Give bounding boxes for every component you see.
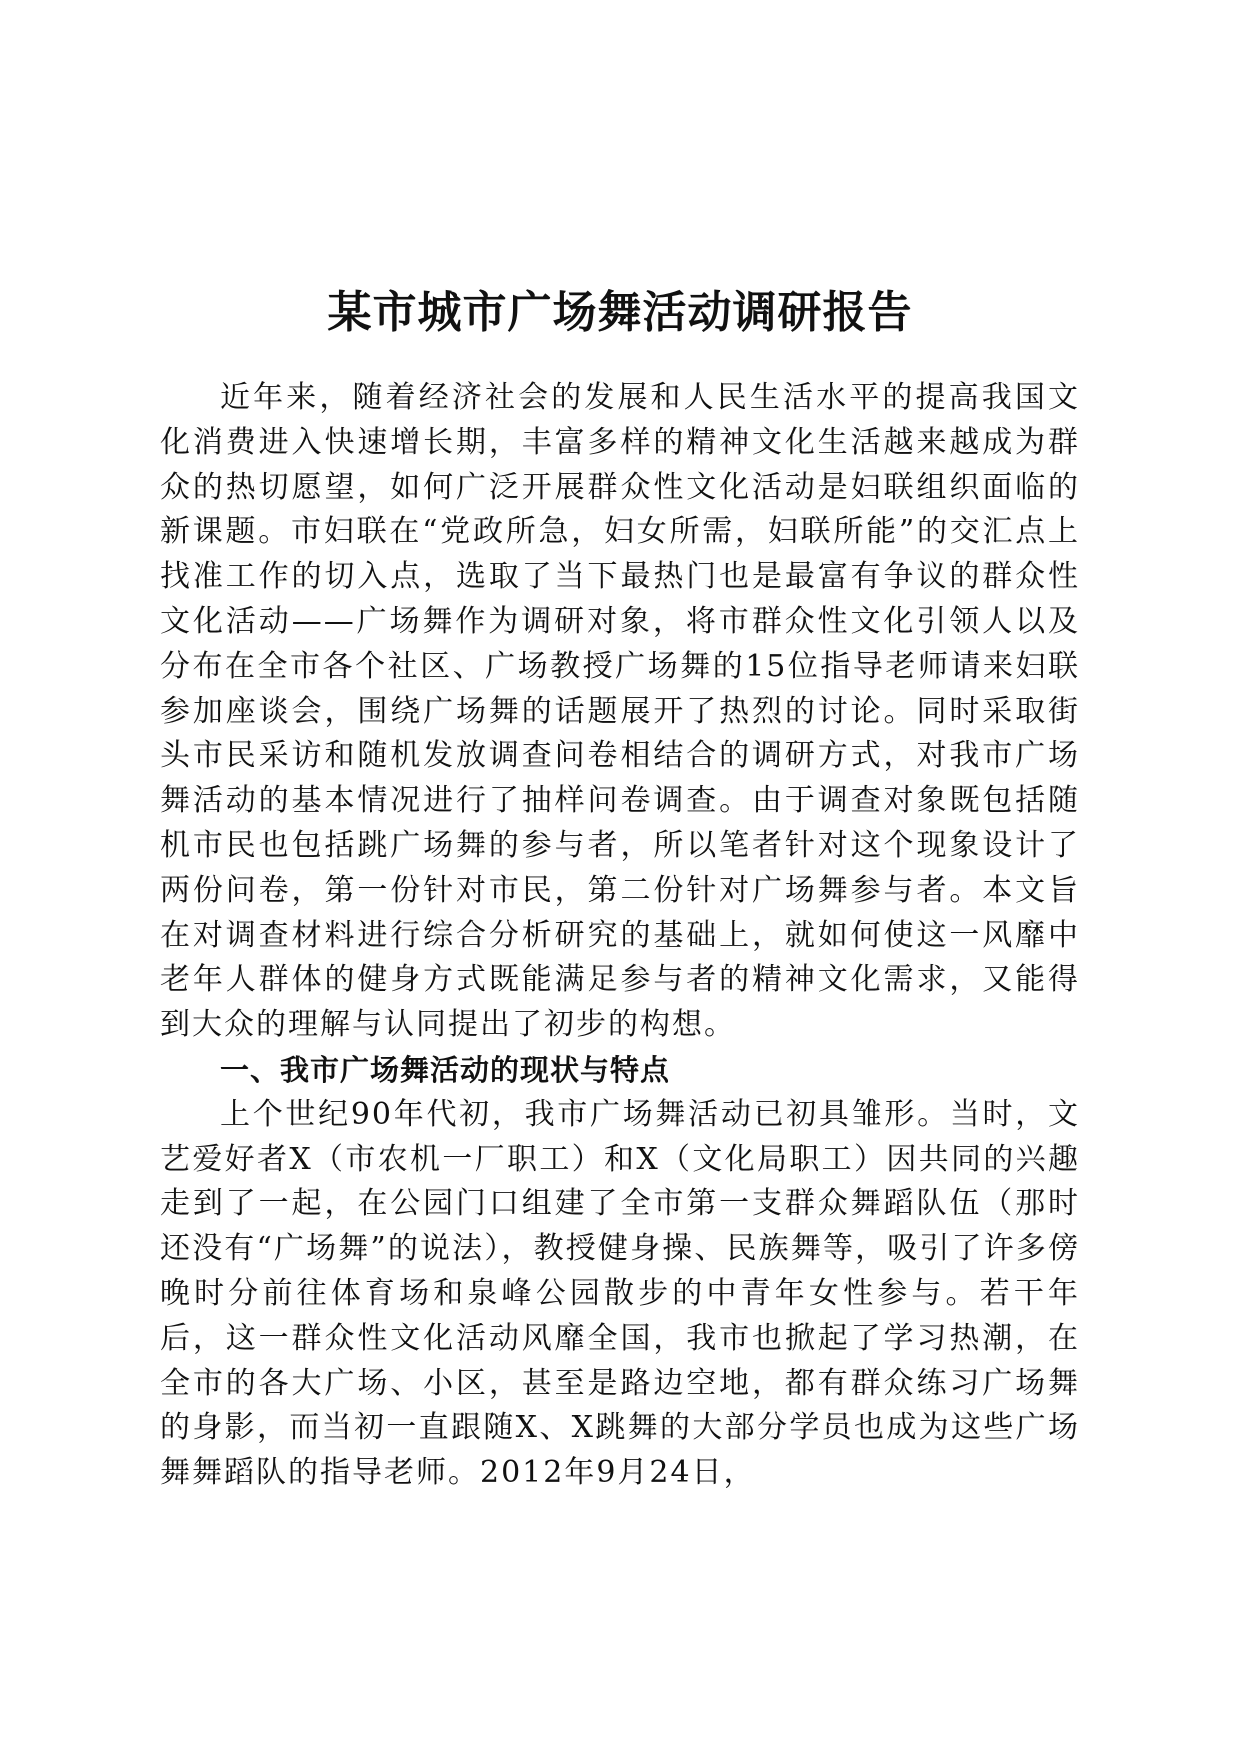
document-title: 某市城市广场舞活动调研报告 xyxy=(327,287,913,339)
section-heading: 一、我市广场舞活动的现状与特点 xyxy=(220,1052,671,1087)
intro-paragraph: 近年来，随着经济社会的发展和人民生活水平的提高我国文化消费进入快速增长期，丰富多样的精神文化生活越来越成为群众的热切愿望，如何广泛开展群众性文化活动是妇联组织面临的新课题。市妇联在“党政所急，妇女所需，妇联所能”的交汇点上找准工作的切入点，选取了当下最热门也是最富有争议的群众性文化活动——广场舞作为调研对象，将市群众性文化引领人以及分布在全市各个社区、广场教授广场舞的15位指导老师请来妇联参加座谈会，围绕广场舞的话题展开了热烈的讨论。同时采取街头市民采访和随机发放调查问卷相结合的调研方式，对我市广场舞活动的基本情况进行了抽样问卷调查。由于调查对象既包括随机市民也包括跳广场舞的参与者，所以笔者针对这个现象设计了两份问卷，第一份针对市民，第二份针对广场舞参与者。本文旨在对调查材料进行综合分析研究的基础上，就如何使这一风靡中老年人群体的健身方式既能满足参与者的精神文化需求，又能得到大众的理解与认同提出了初步的构想。 xyxy=(160,380,1080,1043)
section-paragraph: 上个世纪90年代初，我市广场舞活动已初具雏形。当时，文艺爱好者X（市农机一厂职工）和X（文化局职工）因共同的兴趣走到了一起，在公园门口组建了全市第一支群众舞蹈队伍（那时还没有“广场舞”的说法），教授健身操、民族舞等，吸引了许多傍晚时分前往体育场和泉峰公园散步的中青年女性参与。若干年后，这一群众性文化活动风靡全国，我市也掀起了学习热潮，在全市的各大广场、小区，甚至是路边空地，都有群众练习广场舞的身影，而当初一直跟随X、X跳舞的大部分学员也成为这些广场舞舞蹈队的指导老师。2012年9月24日， xyxy=(160,1096,1080,1491)
document-body xyxy=(160,376,1080,1496)
